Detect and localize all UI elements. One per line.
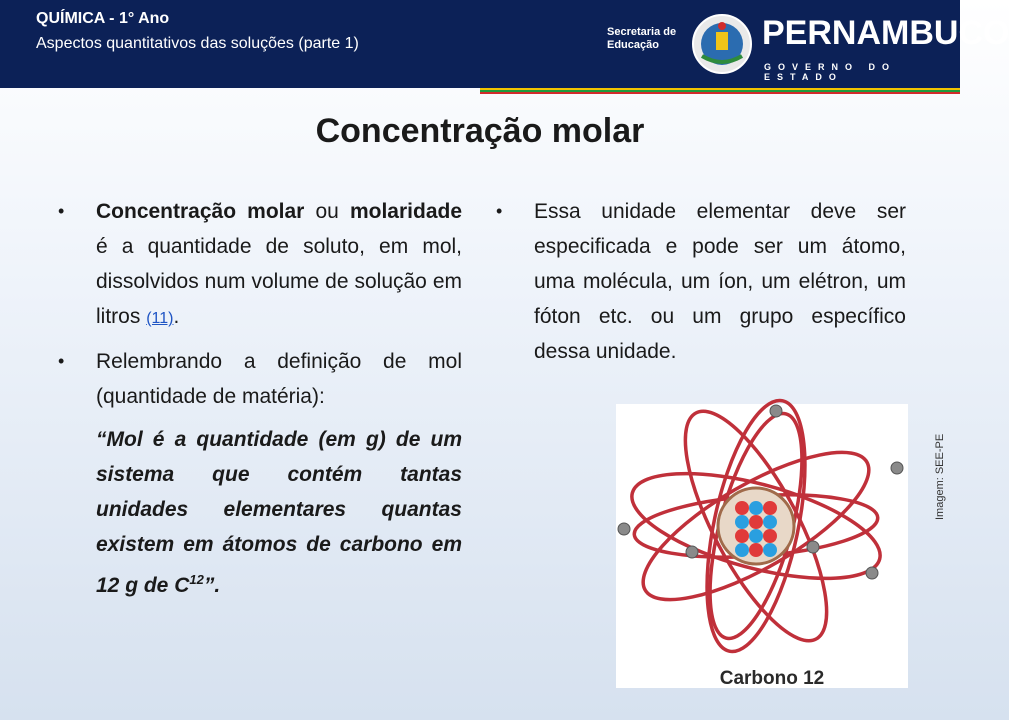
definition-text: é a quantidade de soluto, em mol, dissolvidos num volume de solução em litros bbox=[96, 235, 462, 328]
neutron bbox=[735, 543, 749, 557]
carbon-atom-diagram bbox=[616, 404, 908, 688]
electron bbox=[686, 546, 698, 558]
quote-text: “Mol é a quantidade (em g) de um sistema que contém tantas unidades elementares quantas existem em átomos de carbono em 12 g de C bbox=[96, 428, 462, 597]
right-column bbox=[496, 194, 906, 369]
elementary-unit-text: Essa unidade elementar deve ser especificada e pode ser um átomo, uma molécula, um íon, um elétron, um fóton etc. ou um grupo específico dessa unidade. bbox=[534, 200, 906, 363]
bullet-icon: • bbox=[58, 351, 65, 371]
carbon12-figure bbox=[616, 404, 908, 688]
proton bbox=[749, 543, 763, 557]
bullet-icon: • bbox=[58, 201, 65, 221]
logo-secretaria-line2: Educação bbox=[607, 39, 659, 51]
neutron bbox=[763, 543, 777, 557]
electron bbox=[618, 523, 630, 535]
electron bbox=[770, 405, 782, 417]
term-concentracao-molar: Concentração molar bbox=[96, 200, 305, 223]
reference-link[interactable]: (11) bbox=[146, 310, 174, 327]
definition-text-connector: ou bbox=[304, 200, 350, 223]
image-credit: Imagem: SEE-PE bbox=[934, 433, 946, 520]
neutron bbox=[749, 529, 763, 543]
neutron bbox=[763, 515, 777, 529]
header-subject: QUÍMICA - 1° Ano bbox=[36, 10, 170, 27]
header-topic: Aspectos quantitativos das soluções (parte 1) bbox=[36, 35, 359, 52]
proton bbox=[749, 515, 763, 529]
quote-end: ”. bbox=[203, 574, 221, 597]
definition-end: . bbox=[173, 305, 180, 328]
logo-secretaria bbox=[607, 26, 676, 52]
header-flag-stripes bbox=[0, 88, 960, 94]
bullet-icon: • bbox=[496, 201, 503, 221]
proton bbox=[735, 529, 749, 543]
quote-superscript: 12 bbox=[189, 572, 204, 587]
logo-secretaria-line1: Secretaria de bbox=[607, 26, 677, 38]
stripe-red bbox=[480, 92, 960, 94]
logo-state-subtitle: GOVERNO DO ESTADO bbox=[764, 62, 897, 82]
logo-state-name: PERNAMBUCO bbox=[762, 14, 1009, 52]
term-molaridade: molaridade bbox=[349, 200, 463, 223]
header-bar bbox=[0, 0, 1009, 88]
bullet-elementary-unit bbox=[496, 194, 906, 369]
neutron bbox=[735, 515, 749, 529]
neutron bbox=[749, 501, 763, 515]
slide-title: Concentração molar bbox=[315, 112, 645, 150]
state-seal-icon bbox=[690, 12, 754, 76]
figure-caption: Carbono 12 bbox=[719, 668, 825, 689]
left-column bbox=[58, 194, 462, 603]
bullet-recall bbox=[58, 344, 462, 414]
electron bbox=[807, 541, 819, 553]
electron bbox=[866, 567, 878, 579]
proton bbox=[763, 501, 777, 515]
recall-text: Relembrando a definição de mol (quantidade de matéria): bbox=[96, 350, 462, 408]
electron bbox=[891, 462, 903, 474]
proton bbox=[763, 529, 777, 543]
proton bbox=[735, 501, 749, 515]
bullet-definition bbox=[58, 194, 462, 336]
mol-definition-quote bbox=[58, 422, 462, 603]
